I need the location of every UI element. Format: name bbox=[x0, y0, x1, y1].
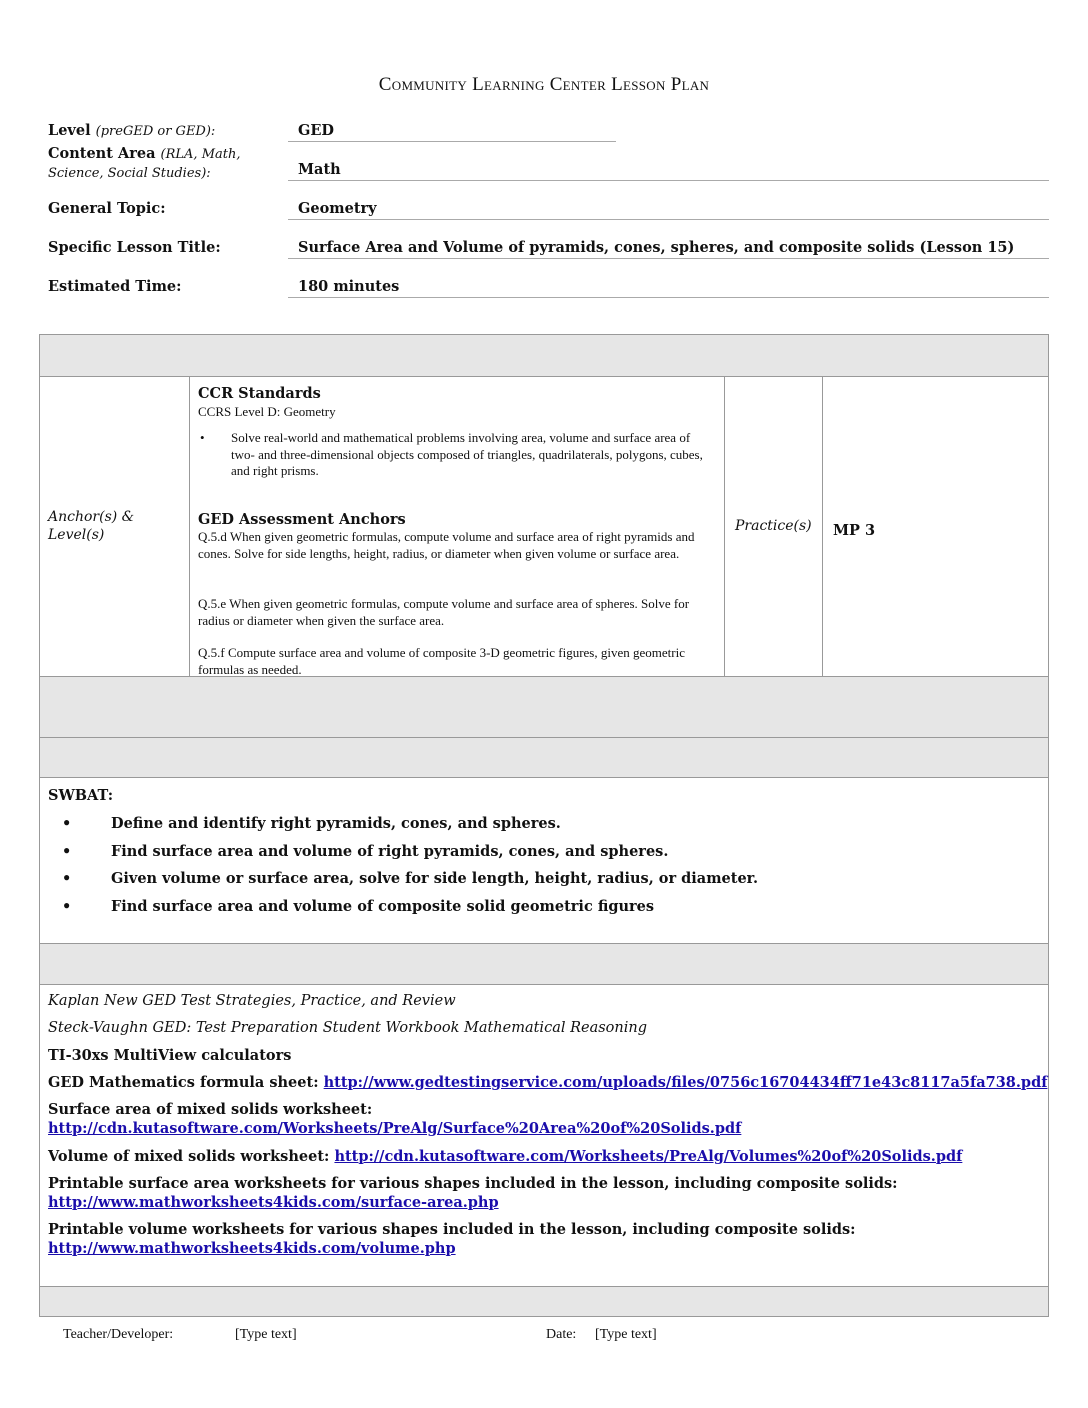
anchors-label: Anchor(s) & Level(s) bbox=[48, 509, 135, 543]
ged-anchors-heading: GED Assessment Anchors bbox=[198, 511, 406, 528]
level-underline bbox=[288, 141, 616, 142]
lesson-title-value: Surface Area and Volume of pyramids, cones, spheres, and composite solids (Lesson 15) bbox=[298, 239, 1015, 256]
column-divider bbox=[724, 376, 725, 676]
teacher-label: Teacher/Developer: bbox=[63, 1327, 174, 1342]
shaded-row-3 bbox=[40, 944, 1048, 984]
lesson-title-label: Specific Lesson Title: bbox=[48, 239, 221, 256]
topic-underline bbox=[288, 219, 1049, 220]
volume-worksheet-link[interactable]: http://cdn.kutasoftware.com/Worksheets/PreAlg/Volumes%20of%20Solids.pdf bbox=[334, 1148, 963, 1165]
surface-area-worksheet-link[interactable]: http://cdn.kutasoftware.com/Worksheets/PreAlg/Surface%20Area%20of%20Solids.pdf bbox=[48, 1120, 742, 1137]
ccr-bullet: Solve real-world and mathematical problems involving area, volume and surface area of two- and three-dimensional objects composed of triangles, quadrilaterals, polygons, cubes, and right prisms. bbox=[231, 430, 703, 478]
column-divider bbox=[822, 376, 823, 676]
resource-calculators: TI-30xs MultiView calculators bbox=[48, 1047, 292, 1064]
resource-volume-worksheet: Volume of mixed solids worksheet: http://cdn.kutasoftware.com/Worksheets/PreAlg/Volumes%20of%20Solids.pdf bbox=[48, 1148, 963, 1165]
lesson-underline bbox=[288, 258, 1049, 259]
page-title: Community Learning Center Lesson Plan bbox=[378, 74, 710, 95]
date-label: Date: bbox=[546, 1327, 577, 1342]
divider bbox=[39, 777, 1049, 778]
divider bbox=[39, 737, 1049, 738]
time-underline bbox=[288, 297, 1049, 298]
anchor-q5f: Q.5.f Compute surface area and volume of composite 3-D geometric figures, given geometric formulas as needed. bbox=[198, 645, 685, 677]
printable-volume-link[interactable]: http://www.mathworksheets4kids.com/volume.php bbox=[48, 1240, 456, 1257]
date-value[interactable]: [Type text] bbox=[595, 1327, 657, 1342]
content-area-label: Content Area (RLA, Math, Science, Social Studies): bbox=[48, 145, 241, 181]
shaded-row-4 bbox=[40, 1287, 1048, 1316]
swbat-heading: SWBAT: bbox=[48, 787, 114, 804]
estimated-time-value: 180 minutes bbox=[298, 278, 400, 295]
resource-formula-sheet: GED Mathematics formula sheet: http://www.gedtestingservice.com/uploads/files/0756c16704434ff71e43c8117a5fa738.pdf bbox=[48, 1074, 1048, 1091]
resource-kaplan: Kaplan New GED Test Strategies, Practice, and Review bbox=[48, 993, 456, 1009]
resource-printable-volume: Printable volume worksheets for various shapes included in the lesson, including composite solids: http://www.mathworksheets4kids.com/volume.php bbox=[48, 1221, 856, 1257]
ccr-standards-heading: CCR Standards bbox=[198, 385, 321, 402]
practice-value: MP 3 bbox=[833, 522, 876, 539]
resource-steck-vaughn: Steck-Vaughn GED: Test Preparation Student Workbook Mathematical Reasoning bbox=[48, 1020, 647, 1036]
resource-printable-surface-area: Printable surface area worksheets for various shapes included in the lesson, including composite solids: http://www.mathworksheets4kids.com/surface-area.php bbox=[48, 1175, 898, 1211]
general-topic-value: Geometry bbox=[298, 200, 377, 217]
level-value: GED bbox=[298, 122, 335, 139]
estimated-time-label: Estimated Time: bbox=[48, 278, 182, 295]
resource-surface-area-worksheet: Surface area of mixed solids worksheet: http://cdn.kutasoftware.com/Worksheets/PreAlg/Surface%20Area%20of%20Solids.pdf bbox=[48, 1101, 742, 1137]
shaded-row-1 bbox=[40, 335, 1048, 376]
anchor-q5e: Q.5.e When given geometric formulas, compute volume and surface area of spheres. Solve for radius or diameter when given the surface area. bbox=[198, 596, 690, 628]
content-underline bbox=[288, 180, 1049, 181]
ccr-bullet-dot: • bbox=[200, 430, 205, 445]
anchor-q5d: Q.5.d When given geometric formulas, compute volume and surface area of right pyramids and cones. Solve for side lengths, height, radius, or diameter when given volume or surface area. bbox=[198, 529, 695, 561]
printable-surface-area-link[interactable]: http://www.mathworksheets4kids.com/surface-area.php bbox=[48, 1194, 499, 1211]
content-area-value: Math bbox=[298, 161, 341, 178]
ccr-level: CCRS Level D: Geometry bbox=[198, 404, 336, 419]
column-divider bbox=[189, 376, 190, 676]
level-label: Level (preGED or GED): bbox=[48, 122, 216, 139]
divider bbox=[39, 984, 1049, 985]
teacher-value[interactable]: [Type text] bbox=[235, 1327, 297, 1342]
formula-sheet-link[interactable]: http://www.gedtestingservice.com/uploads/files/0756c16704434ff71e43c8117a5fa738.pdf bbox=[323, 1074, 1048, 1091]
divider bbox=[39, 376, 1049, 377]
shaded-row-2 bbox=[40, 677, 1048, 777]
practice-label: Practice(s) bbox=[735, 518, 812, 534]
general-topic-label: General Topic: bbox=[48, 200, 166, 217]
